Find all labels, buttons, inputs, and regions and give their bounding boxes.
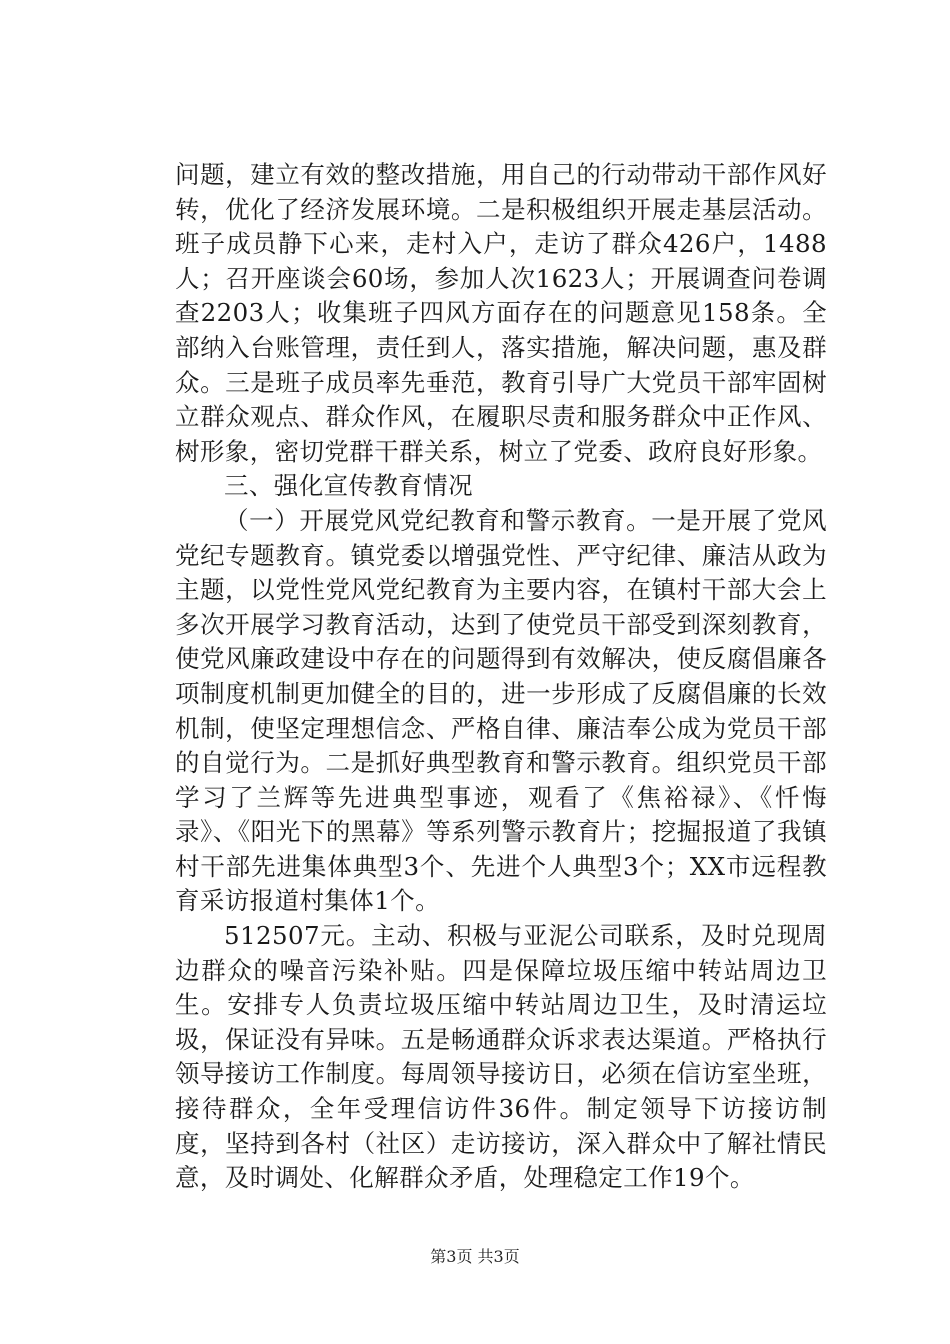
document-body [175, 158, 827, 1196]
paragraph-education: （一）开展党风党纪教育和警示教育。一是开展了党风党纪专题教育。镇党委以增强党性、严守纪律、廉洁从政为主题，以党性党风党纪教育为主要内容，在镇村干部大会上多次开展学习教育活动，达到了使党员干部受到深刻教育，使党风廉政建设中存在的问题得到有效解决，使反腐倡廉各项制度机制更加健全的目的，进一步形成了反腐倡廉的长效机制，使坚定理想信念、严格自律、廉洁奉公成为党员干部的自觉行为。二是抓好典型教育和警示教育。组织党员干部学习了兰辉等先进典型事迹，观看了《焦裕禄》、《忏悔录》、《阳光下的黑幕》等系列警示教育片；挖掘报道了我镇村干部先进集体典型3个、先进个人典型3个；XX市远程教育采访报道村集体1个。 [175, 505, 827, 916]
paragraph-subsidy: 512507元。主动、积极与亚泥公司联系，及时兑现周边群众的噪音污染补贴。四是保障垃圾压缩中转站周边卫生。安排专人负责垃圾压缩中转站周边卫生，及时清运垃圾，保证没有异味。五是畅通群众诉求表达渠道。严格执行领导接访工作制度。每周领导接访日，必须在信访室坐班，接待群众，全年受理信访件36件。制定领导下访接访制度，坚持到各村（社区）走访接访，深入群众中了解社情民意，及时调处、化解群众矛盾，处理稳定工作19个。 [175, 921, 827, 1193]
section-heading: 三、强化宣传教育情况 [224, 471, 473, 501]
paragraph-continuation: 问题，建立有效的整改措施，用自己的行动带动干部作风好转，优化了经济发展环境。二是积极组织开展走基层活动。班子成员静下心来，走村入户，走访了群众426户，1488人；召开座谈会60场，参加人次1623人；开展调查问卷调查2203人；收集班子四风方面存在的问题意见158条。全部纳入台账管理，责任到人，落实措施，解决问题，惠及群众。三是班子成员率先垂范，教育引导广大党员干部牢固树立群众观点、群众作风，在履职尽责和服务群众中正作风、树形象，密切党群干群关系，树立了党委、政府良好形象。 [175, 160, 827, 466]
page-footer: 第3页 共3页 [430, 1247, 520, 1266]
